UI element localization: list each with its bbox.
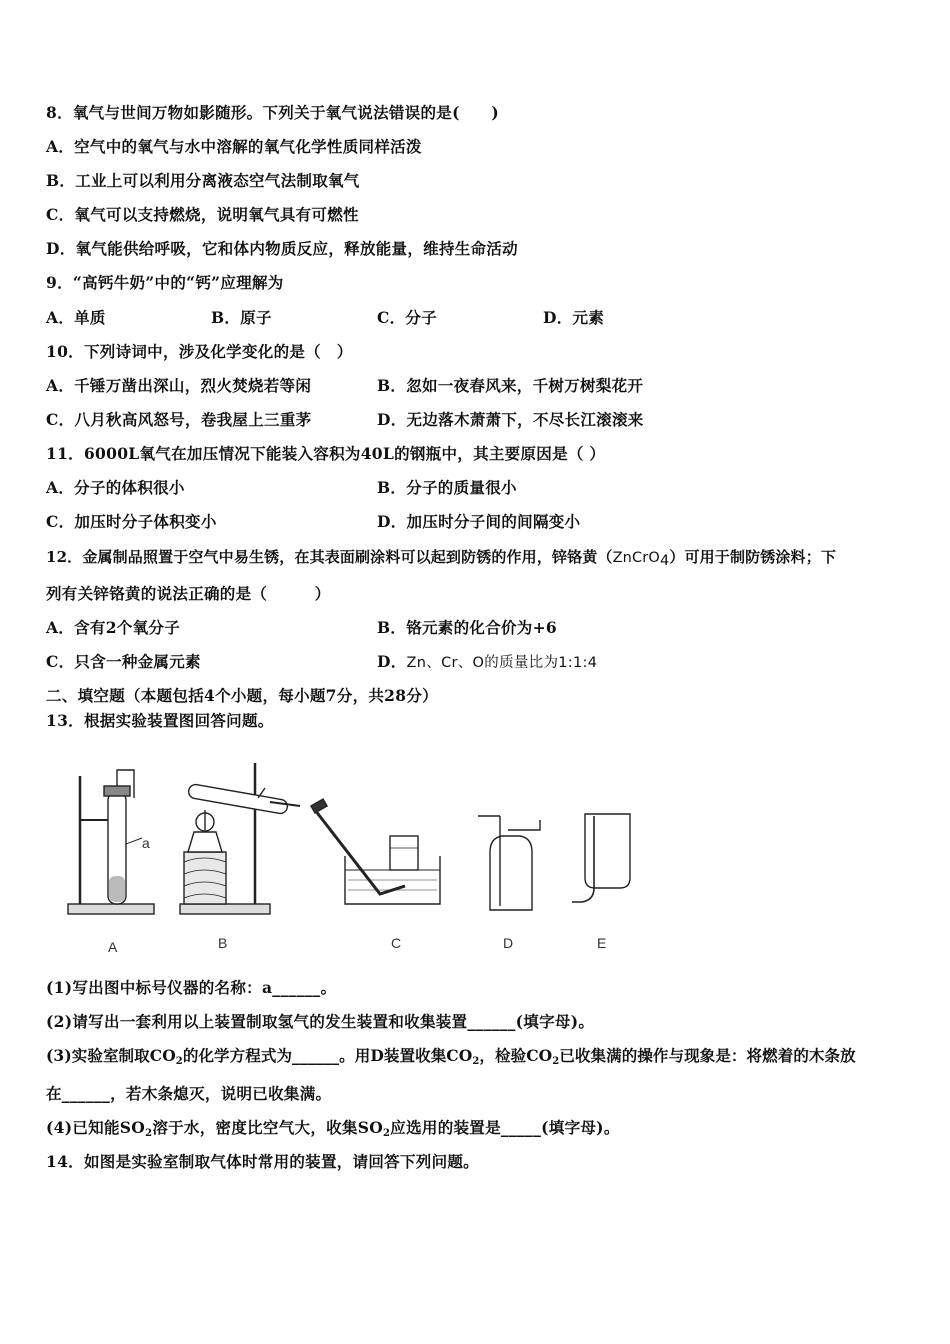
q13-part2: (2)请写出一套利用以上装置制取氢气的发生装置和收集装置______(填字母)。: [46, 1012, 595, 1031]
q11-option-a: A．分子的体积很小: [46, 478, 185, 497]
apparatus-e: [572, 814, 630, 902]
q12-stem-line2: 列有关锌铬黄的说法正确的是（ ）: [46, 584, 331, 603]
fig-label-E: E: [597, 935, 607, 951]
q14-stem: 14．如图是实验室制取气体时常用的装置，请回答下列问题。: [46, 1152, 479, 1171]
q13-part3-line2: 在______，若木条熄灭，说明已收集满。: [46, 1084, 332, 1103]
fig-label-C: C: [391, 935, 402, 951]
q10-option-d: D．无边落木萧萧下，不尽长江滚滚来: [377, 410, 644, 429]
q9-option-c: C．分子: [377, 308, 438, 327]
q10-option-b: B．忽如一夜春风来，千树万树梨花开: [377, 376, 644, 395]
q12-stem-line1: 12．金属制品照置于空气中易生锈，在其表面刷涂料可以起到防锈的作用，锌铬黄（ZnCrO$_4$）可用于制防锈涂料；下: [46, 548, 836, 569]
apparatus-d: [478, 816, 540, 910]
q12-option-a: A．含有2个氧分子: [46, 618, 181, 637]
q8-option-c: C．氧气可以支持燃烧，说明氧气具有可燃性: [46, 205, 359, 224]
q11-stem: 11．6000L氧气在加压情况下能装入容积为40L的钢瓶中，其主要原因是（ ）: [46, 444, 606, 463]
fig-label-A: A: [108, 939, 118, 955]
q9-stem: 9．“高钙牛奶”中的“钙”应理解为: [46, 273, 284, 292]
q13-stem: 13．根据实验装置图回答问题。: [46, 711, 274, 730]
q12-option-d: D．Zn、Cr、O的质量比为1:1:4: [377, 652, 598, 671]
q11-option-d: D．加压时分子间的间隔变小: [377, 512, 581, 531]
q12-option-b: B．铬元素的化合价为+6: [377, 618, 557, 637]
q8-stem: 8．氧气与世间万物如影随形。下列关于氧气说法错误的是( ): [46, 103, 499, 122]
q13-part3-line1: (3)实验室制取$CO_2$的化学方程式为______。用D装置收集$CO_2$，检验$CO_2$已收集满的操作与现象是：将燃着的木条放: [46, 1046, 856, 1067]
apparatus-figure: [60, 758, 660, 958]
q10-option-a: A．千锤万凿出深山，烈火焚烧若等闲: [46, 376, 312, 395]
q11-option-c: C．加压时分子体积变小: [46, 512, 217, 531]
q11-option-b: B．分子的质量很小: [377, 478, 517, 497]
q8-option-b: B．工业上可以利用分离液态空气法制取氧气: [46, 171, 360, 190]
apparatus-b: [180, 763, 300, 914]
q10-stem: 10．下列诗词中，涉及化学变化的是（ ）: [46, 342, 353, 361]
label-a-marker: a: [142, 835, 150, 851]
q9-option-d: D．元素: [543, 308, 605, 327]
apparatus-c: [311, 799, 440, 904]
q13-part4: (4)已知能$SO_2$溶于水，密度比空气大，收集$SO_2$应选用的装置是_____(填字母)。: [46, 1118, 620, 1139]
q10-option-c: C．八月秋高风怒号，卷我屋上三重茅: [46, 410, 312, 429]
q9-option-a: A．单质: [46, 308, 106, 327]
q13-part1: (1)写出图中标号仪器的名称：a______。: [46, 978, 337, 997]
q8-option-d: D．氧气能供给呼吸，它和体内物质反应，释放能量，维持生命活动: [46, 239, 518, 258]
q12-option-c: C．只含一种金属元素: [46, 652, 201, 671]
section-heading: 二、填空题（本题包括4个小题，每小题7分，共28分）: [46, 686, 438, 705]
fig-label-D: D: [503, 935, 514, 951]
q9-option-b: B．原子: [211, 308, 272, 327]
q8-option-a: A．空气中的氧气与水中溶解的氧气化学性质同样活泼: [46, 137, 422, 156]
fig-label-B: B: [218, 935, 228, 951]
